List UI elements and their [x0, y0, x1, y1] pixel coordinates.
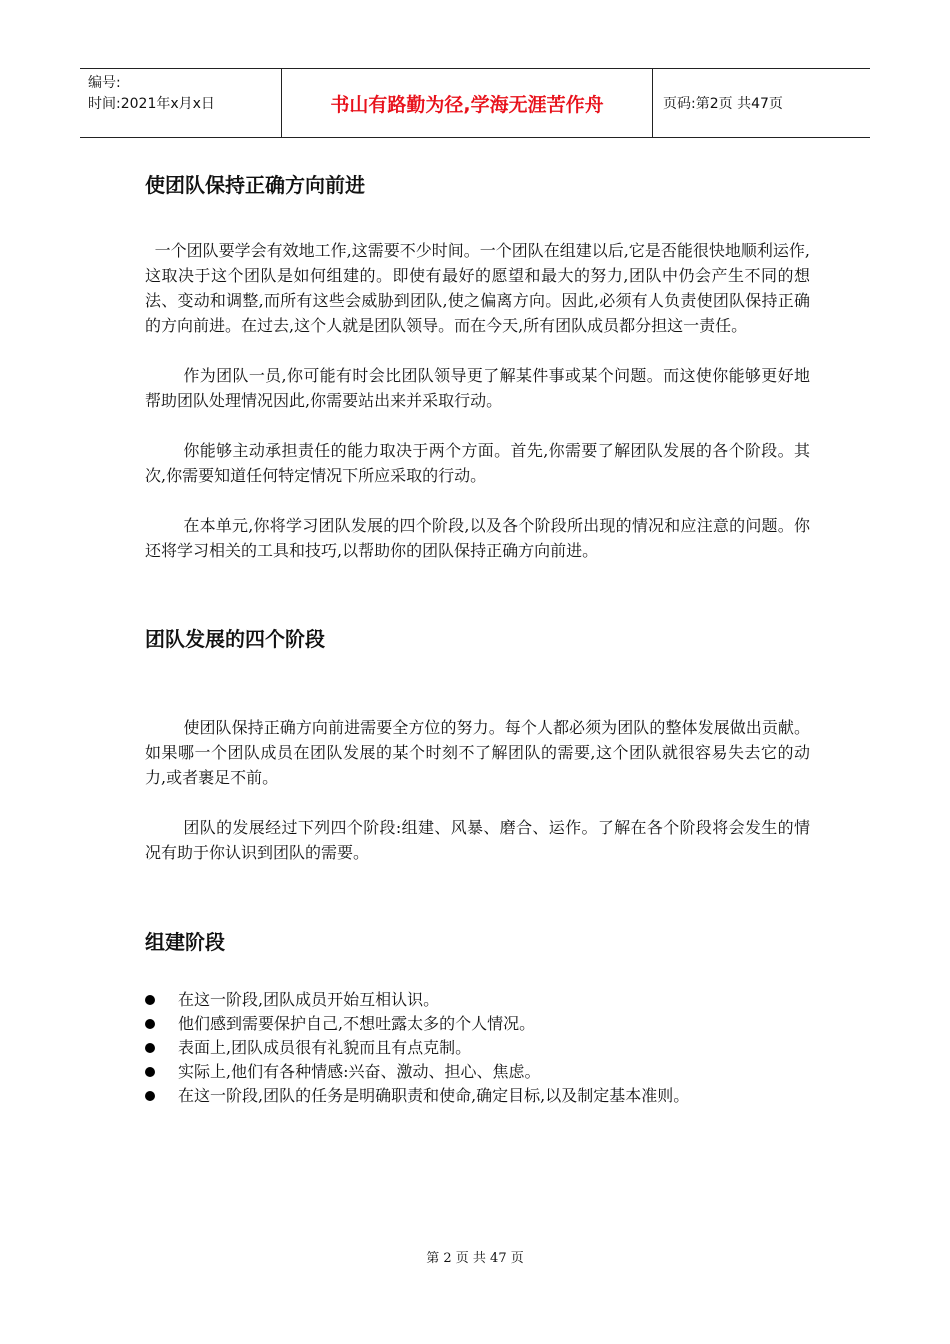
section-title-forming-stage: 组建阶段 [145, 930, 225, 954]
paragraph: 使团队保持正确方向前进需要全方位的努力。每个人都必须为团队的整体发展做出贡献。如果哪一个团队成员在团队发展的某个时刻不了解团队的需要,这个团队就很容易失去它的动力,或者裹足不前。 [145, 718, 810, 787]
bullet-icon [145, 995, 155, 1005]
bullet-icon [145, 1043, 155, 1053]
list-item: 在这一阶段,团队的任务是明确职责和使命,确定目标,以及制定基本准则。 [145, 1084, 810, 1108]
list-item: 实际上,他们有各种情感:兴奋、激动、担心、焦虑。 [145, 1060, 810, 1084]
bullet-list [145, 988, 810, 1108]
paragraph: 你能够主动承担责任的能力取决于两个方面。首先,你需要了解团队发展的各个阶段。其次,你需要知道任何特定情况下所应采取的行动。 [145, 441, 810, 485]
paragraph: 团队的发展经过下列四个阶段:组建、风暴、磨合、运作。了解在各个阶段将会发生的情况有助于你认识到团队的需要。 [145, 818, 810, 862]
header-meta [80, 69, 282, 137]
code-label: 编号: [88, 75, 121, 91]
bullet-icon [145, 1019, 155, 1029]
section-title-keep-direction: 使团队保持正确方向前进 [145, 173, 365, 197]
bullet-icon [145, 1067, 155, 1077]
header-page-info: 页码:第2页 共47页 [663, 96, 783, 112]
list-item: 他们感到需要保护自己,不想吐露太多的个人情况。 [145, 1012, 810, 1036]
page-header [80, 68, 870, 138]
paragraph: 作为团队一员,你可能有时会比团队领导更了解某件事或某个问题。而这使你能够更好地帮助团队处理情况因此,你需要站出来并采取行动。 [145, 366, 810, 410]
list-item: 表面上,团队成员很有礼貌而且有点克制。 [145, 1036, 810, 1060]
document-body [145, 170, 810, 1108]
paragraph: 一个团队要学会有效地工作,这需要不少时间。一个团队在组建以后,它是否能很快地顺利运作,这取决于这个团队是如何组建的。即使有最好的愿望和最大的努力,团队中仍会产生不同的想法、变动和调整,而所有这些会威胁到团队,使之偏离方向。因此,必须有人负责使团队保持正确的方向前进。在过去,这个人就是团队领导。而在今天,所有团队成员都分担这一责任。 [145, 241, 810, 335]
list-item: 在这一阶段,团队成员开始互相认识。 [145, 988, 810, 1012]
header-motto: 书山有路勤为径,学海无涯苦作舟 [282, 69, 653, 137]
paragraph: 在本单元,你将学习团队发展的四个阶段,以及各个阶段所出现的情况和应注意的问题。你还将学习相关的工具和技巧,以帮助你的团队保持正确方向前进。 [145, 516, 810, 560]
time-label: 时间:2021年x月x日 [88, 96, 215, 112]
page-footer: 第 2 页 共 47 页 [426, 1251, 524, 1266]
section-title-four-stages: 团队发展的四个阶段 [145, 627, 325, 651]
bullet-icon [145, 1091, 155, 1101]
